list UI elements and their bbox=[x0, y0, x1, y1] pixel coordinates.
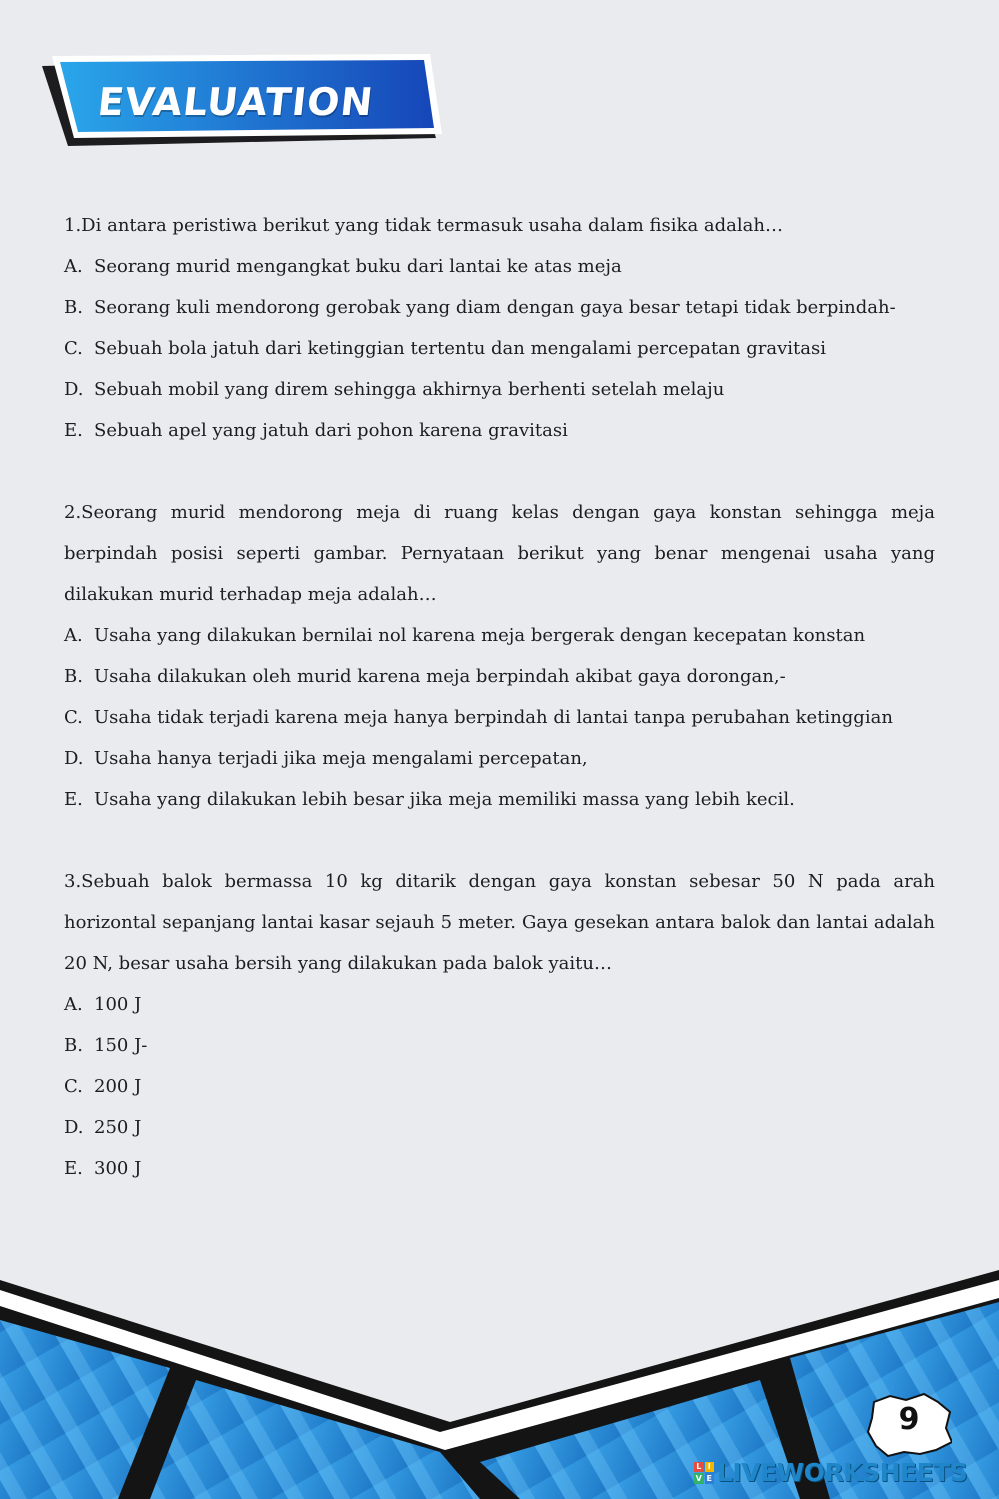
option-letter: D. bbox=[64, 1117, 84, 1138]
liveworksheets-icon bbox=[694, 1462, 714, 1484]
option-item[interactable] bbox=[64, 410, 935, 451]
option-text: 150 J- bbox=[94, 1035, 148, 1056]
option-list bbox=[64, 615, 935, 820]
option-text: Seorang kuli mendorong gerobak yang diam dengan gaya besar tetapi tidak berpindah- bbox=[94, 297, 896, 318]
option-letter: E. bbox=[64, 1158, 83, 1179]
option-list bbox=[64, 246, 935, 451]
option-letter: C. bbox=[64, 707, 83, 728]
option-item[interactable] bbox=[64, 328, 935, 369]
option-text: Sebuah mobil yang direm sehingga akhirnya berhenti setelah melaju bbox=[94, 379, 725, 400]
option-item[interactable] bbox=[64, 1066, 935, 1107]
question-2 bbox=[64, 492, 935, 820]
option-letter: D. bbox=[64, 379, 84, 400]
option-letter: E. bbox=[64, 420, 83, 441]
page-title: EVALUATION bbox=[95, 80, 376, 124]
option-item[interactable] bbox=[64, 984, 935, 1025]
option-text: Usaha yang dilakukan bernilai nol karena meja bergerak dengan kecepatan konstan bbox=[94, 625, 866, 646]
option-letter: A. bbox=[64, 625, 83, 646]
option-item[interactable] bbox=[64, 369, 935, 410]
option-text: 100 J bbox=[94, 994, 142, 1015]
option-item[interactable] bbox=[64, 1107, 935, 1148]
question-3 bbox=[64, 861, 935, 1189]
option-text: Usaha hanya terjadi jika meja mengalami percepatan, bbox=[94, 748, 588, 769]
logo-letter: I bbox=[705, 1462, 715, 1473]
option-item[interactable] bbox=[64, 287, 935, 328]
question-stem: 1.Di antara peristiwa berikut yang tidak termasuk usaha dalam fisika adalah… bbox=[64, 215, 783, 236]
logo-letter: L bbox=[694, 1462, 704, 1473]
logo-letter: V bbox=[695, 1473, 702, 1483]
option-letter: B. bbox=[64, 297, 83, 318]
logo-letter: E bbox=[705, 1473, 715, 1484]
option-item[interactable] bbox=[64, 656, 935, 697]
option-text: Seorang murid mengangkat buku dari lantai ke atas meja bbox=[94, 256, 622, 277]
option-item[interactable] bbox=[64, 779, 935, 820]
option-text: 250 J bbox=[94, 1117, 142, 1138]
option-item[interactable] bbox=[64, 246, 935, 287]
option-text: 300 J bbox=[94, 1158, 142, 1179]
option-letter: E. bbox=[64, 789, 83, 810]
option-letter: B. bbox=[64, 666, 83, 687]
option-item[interactable] bbox=[64, 1148, 935, 1189]
option-item[interactable] bbox=[64, 615, 935, 656]
option-letter: A. bbox=[64, 994, 83, 1015]
option-letter: D. bbox=[64, 748, 84, 769]
page-number: 9 bbox=[898, 1402, 920, 1437]
option-text: Sebuah bola jatuh dari ketinggian tertentu dan mengalami percepatan gravitasi bbox=[94, 338, 826, 359]
option-text: Usaha tidak terjadi karena meja hanya berpindah di lantai tanpa perubahan ketinggian bbox=[94, 707, 893, 728]
evaluation-banner bbox=[40, 52, 450, 152]
question-1 bbox=[64, 205, 935, 451]
option-letter: C. bbox=[64, 338, 83, 359]
option-text: Usaha dilakukan oleh murid karena meja berpindah akibat gaya dorongan,- bbox=[94, 666, 786, 687]
liveworksheets-logo bbox=[694, 1458, 967, 1487]
option-letter: B. bbox=[64, 1035, 83, 1056]
option-item[interactable] bbox=[64, 738, 935, 779]
option-text: Sebuah apel yang jatuh dari pohon karena gravitasi bbox=[94, 420, 568, 441]
option-letter: A. bbox=[64, 256, 83, 277]
option-letter: C. bbox=[64, 1076, 83, 1097]
option-item[interactable] bbox=[64, 1025, 935, 1066]
option-text: 200 J bbox=[94, 1076, 142, 1097]
option-list bbox=[64, 984, 935, 1189]
question-list bbox=[64, 205, 935, 1230]
option-text: Usaha yang dilakukan lebih besar jika meja memiliki massa yang lebih kecil. bbox=[94, 789, 795, 810]
question-stem: 3.Sebuah balok bermassa 10 kg ditarik dengan gaya konstan sebesar 50 N pada arah horizontal sepanjang lantai kasar sejauh 5 meter. Gaya gesekan antara balok dan lantai adalah 20 N, besar usaha bersih yang dilakukan pada balok yaitu… bbox=[64, 871, 935, 974]
option-item[interactable] bbox=[64, 697, 935, 738]
question-stem: 2.Seorang murid mendorong meja di ruang kelas dengan gaya konstan sehingga meja berpindah posisi seperti gambar. Pernyataan berikut yang benar mengenai usaha yang dilakukan murid terhadap meja adalah… bbox=[64, 502, 935, 605]
brand-name: LIVEWORKSHEETS bbox=[717, 1458, 968, 1487]
